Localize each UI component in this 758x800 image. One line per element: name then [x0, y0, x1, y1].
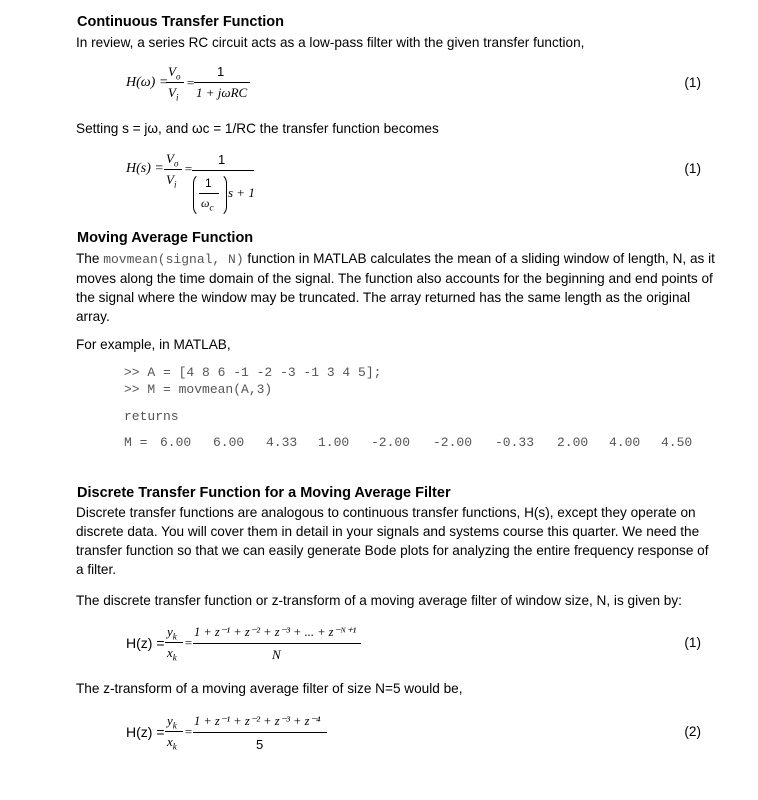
m-value: 2.00	[557, 435, 589, 450]
eq2-numerator: 1	[218, 152, 226, 167]
eq2-equals: =	[184, 161, 193, 176]
eq3-numerator: 1 + z⁻¹ + z⁻² + z⁻³ + ... + z⁻ᴺ⁺¹	[194, 625, 357, 639]
eq4-number: (2)	[684, 724, 701, 739]
code-returns: returns	[124, 409, 179, 424]
eq1-numerator: 1	[217, 64, 225, 79]
eq4-yk: $y_k$	[167, 713, 177, 731]
code-m-label: M =	[124, 435, 148, 450]
m-value: 1.00	[318, 435, 350, 450]
m-value: 6.00	[213, 435, 245, 450]
eq3-frac-line-left	[165, 642, 183, 643]
eq2-lhs: H(s) =	[126, 161, 164, 176]
code-line-1: >> A = [4 8 6 -1 -2 -3 -1 3 4 5];	[124, 365, 382, 380]
m-value: 4.00	[609, 435, 641, 450]
ztransform-intro: The discrete transfer function or z-transform of a moving average filter of window size, N, is given by:	[76, 593, 682, 608]
eq1-denominator: 1 + jωRC	[196, 85, 248, 100]
n5-intro: The z-transform of a moving average filter of size N=5 would be,	[76, 681, 463, 696]
m-value: -2.00	[371, 435, 411, 450]
example-intro: For example, in MATLAB,	[76, 337, 231, 352]
eq1-frac-line-right	[194, 82, 250, 83]
m-value: -2.00	[433, 435, 473, 450]
eq2-frac-line-left	[164, 169, 182, 170]
eq3-denominator: N	[272, 647, 281, 662]
eq4-lhs: H(z) =	[126, 724, 165, 740]
heading-discrete-transfer-function: Discrete Transfer Function for a Moving Average Filter	[77, 485, 451, 501]
eq2-vi: $V_i$	[166, 172, 177, 190]
eq3-equals: =	[184, 635, 193, 650]
eq4-xk: $x_k$	[167, 734, 177, 752]
eq1-frac-line-left	[166, 82, 184, 83]
eq1-number: (1)	[684, 75, 701, 90]
eq2-tail: s + 1	[228, 185, 255, 200]
eq1-lhs: H(ω) =	[126, 75, 169, 90]
eq3-yk: $y_k$	[167, 624, 177, 642]
m-value: 6.00	[160, 435, 192, 450]
discrete-paragraph: Discrete transfer functions are analogous to continuous transfer functions, H(s), except they operate on discrete data. You will cover them in detail in your signals and systems course this quarter. We need the transfer function so that we can easily generate Bode plots for analyzing the entire frequency response of a filter.	[76, 505, 709, 577]
code-line-2: >> M = movmean(A,3)	[124, 382, 273, 397]
m-value: 4.33	[266, 435, 298, 450]
eq4-frac-line-right	[193, 732, 327, 733]
eq3-frac-line-right	[193, 643, 361, 644]
eq2-vo: $V_o$	[166, 151, 179, 169]
eq1-equals: =	[186, 75, 195, 90]
movmean-code: movmean(signal, N)	[103, 252, 244, 267]
eq4-equals: =	[184, 724, 193, 739]
eq3-xk: $x_k$	[167, 645, 177, 663]
eq2-frac-line-right	[192, 170, 254, 171]
eq2-inner-denominator: $\omega_c$	[201, 196, 214, 213]
eq2-inner-numerator: 1	[205, 176, 212, 190]
heading-continuous-transfer-function: Continuous Transfer Function	[77, 14, 285, 30]
movmean-paragraph: The movmean(signal, N) function in MATLAB calculates the mean of a sliding window of length, N, as it moves along the time domain of the signal. The function also accounts for the beginning and end points of the signal where the window may be truncated. The array returned has the same length as the original array.	[76, 251, 715, 324]
m-value: 4.50	[661, 435, 693, 450]
intro-paragraph: In review, a series RC circuit acts as a low-pass filter with the given transfer function,	[76, 35, 585, 50]
eq1-vo: $V_o$	[168, 64, 181, 82]
eq4-frac-line-left	[165, 731, 183, 732]
eq3-number: (1)	[684, 635, 701, 650]
eq4-numerator: 1 + z⁻¹ + z⁻² + z⁻³ + z⁻⁴	[194, 714, 321, 728]
setting-paragraph: Setting s = jω, and ωc = 1/RC the transfer function becomes	[76, 121, 439, 136]
m-value: -0.33	[495, 435, 535, 450]
eq1-vi: $V_i$	[168, 85, 179, 103]
heading-moving-average-function: Moving Average Function	[77, 230, 254, 246]
eq2-number: (1)	[684, 161, 701, 176]
eq2-inner-frac-line	[199, 193, 219, 194]
eq4-denominator: 5	[256, 737, 264, 752]
eq3-lhs: H(z) =	[126, 635, 165, 651]
